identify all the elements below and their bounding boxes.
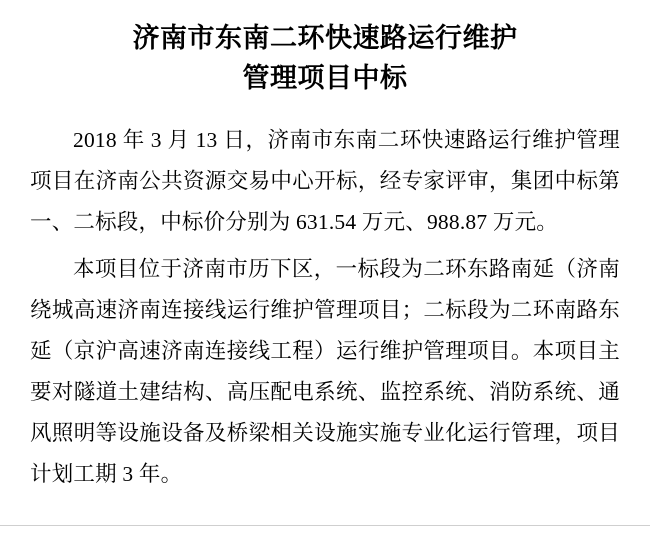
body-paragraph-1: 2018 年 3 月 13 日，济南市东南二环快速路运行维护管理项目在济南公共资源交易中心开标，经专家评审，集团中标第一、二标段，中标价分别为 631.54 万元、988.87 万元。 <box>30 128 620 234</box>
page-title <box>30 18 620 98</box>
page-title-line-1: 济南市东南二环快速路运行维护 <box>132 23 518 53</box>
body-paragraph-2: 本项目位于济南市历下区，一标段为二环东路南延（济南绕城高速济南连接线运行维护管理项目；二标段为二环南路东延（京沪高速济南连接线工程）运行维护管理项目。本项目主要对隧道土建结构、高压配电系统、监控系统、消防系统、通风照明等设施设备及桥梁相关设施实施专业化运行管理，项目计划工期 3 年。 <box>30 257 620 486</box>
footer-divider <box>0 525 650 526</box>
page-title-line-2: 管理项目中标 <box>242 63 408 93</box>
document-body <box>30 120 620 495</box>
